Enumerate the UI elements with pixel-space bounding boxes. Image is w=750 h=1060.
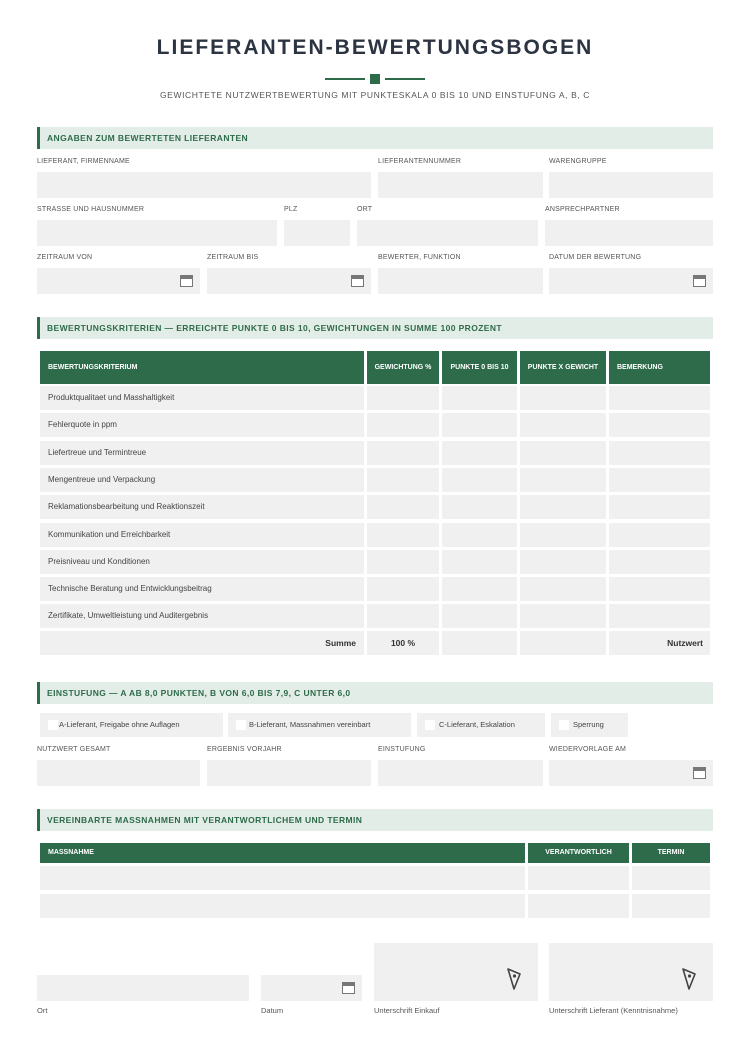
label-plz: PLZ	[284, 206, 298, 213]
option-label: B-Lieferant, Massnahmen vereinbart	[249, 720, 371, 729]
criterion-label: Produktqualitaet und Masshaltigkeit	[40, 386, 364, 410]
warengruppe-field[interactable]	[549, 172, 713, 198]
label-bewerter: BEWERTER, FUNKTION	[378, 254, 461, 261]
label-strasse: STRASSE UND HAUSNUMMER	[37, 206, 145, 213]
checkbox[interactable]	[559, 720, 569, 730]
punkte-gewicht-cell[interactable]	[520, 550, 606, 574]
gewichtung-cell[interactable]	[367, 495, 439, 519]
signature-lieferant-field[interactable]	[549, 943, 713, 1001]
verantwortlich-cell[interactable]	[528, 894, 629, 918]
bemerkung-cell[interactable]	[609, 468, 710, 492]
punkte-gewicht-cell[interactable]	[520, 413, 606, 437]
section-heading-lieferant: ANGABEN ZUM BEWERTETEN LIEFERANTEN	[37, 127, 713, 149]
bemerkung-cell[interactable]	[609, 441, 710, 465]
label-datum-bewertung: DATUM DER BEWERTUNG	[549, 254, 642, 261]
gewichtung-cell[interactable]	[367, 441, 439, 465]
criterion-label: Mengentreue und Verpackung	[40, 468, 364, 492]
ansprechpartner-field[interactable]	[545, 220, 713, 246]
summe-gewichtung: 100 %	[367, 631, 439, 655]
bemerkung-cell[interactable]	[609, 495, 710, 519]
page-title: LIEFERANTEN-BEWERTUNGSBOGEN	[156, 36, 594, 59]
bemerkung-cell[interactable]	[609, 550, 710, 574]
label-ergebnis-vorjahr: ERGEBNIS VORJAHR	[207, 746, 282, 753]
calendar-icon[interactable]	[342, 982, 355, 994]
column-header-termin: TERMIN	[632, 843, 710, 863]
zeitraum-bis-field[interactable]	[207, 268, 371, 294]
option-c-lieferant[interactable]	[417, 713, 545, 737]
checkbox[interactable]	[425, 720, 435, 730]
label-datum-footer: Datum	[261, 1006, 284, 1015]
punkte-cell[interactable]	[442, 550, 517, 574]
punkte-gewicht-cell[interactable]	[520, 577, 606, 601]
ort-signature-field[interactable]	[37, 975, 249, 1001]
column-header-gewichtung: GEWICHTUNG %	[367, 351, 439, 384]
label-ort-footer: Ort	[37, 1006, 48, 1015]
column-header-punkte-gewicht: PUNKTE X GEWICHT	[520, 351, 606, 384]
punkte-cell[interactable]	[442, 386, 517, 410]
section-heading-massnahmen: VEREINBARTE MASSNAHMEN MIT VERANTWORTLICHEM UND TERMIN	[37, 809, 713, 831]
gewichtung-cell[interactable]	[367, 577, 439, 601]
zeitraum-von-field[interactable]	[37, 268, 200, 294]
column-header-punkte: PUNKTE 0 BIS 10	[442, 351, 517, 384]
punkte-cell[interactable]	[442, 468, 517, 492]
label-unterschrift-lieferant: Unterschrift Lieferant (Kenntnisnahme)	[549, 1006, 678, 1015]
punkte-gewicht-cell[interactable]	[520, 604, 606, 628]
einstufung-field[interactable]	[378, 760, 543, 786]
termin-cell[interactable]	[632, 894, 710, 918]
label-lieferant: LIEFERANT, FIRMENNAME	[37, 158, 130, 165]
calendar-icon[interactable]	[180, 275, 193, 287]
label-zeitraum-bis: ZEITRAUM BIS	[207, 254, 259, 261]
label-nutzwert-gesamt: NUTZWERT GESAMT	[37, 746, 111, 753]
title-ornament	[0, 73, 750, 85]
bewerter-field[interactable]	[378, 268, 543, 294]
label-wiedervorlage: WIEDERVORLAGE AM	[549, 746, 626, 753]
label-ort: ORT	[357, 206, 373, 213]
summe-punkte-gewicht-cell[interactable]	[520, 631, 606, 655]
massnahme-cell[interactable]	[40, 866, 525, 890]
nutzwert-gesamt-field[interactable]	[37, 760, 200, 786]
criterion-label: Technische Beratung und Entwicklungsbeitrag	[40, 577, 364, 601]
option-label: Sperrung	[573, 720, 604, 729]
punkte-cell[interactable]	[442, 523, 517, 547]
bemerkung-cell[interactable]	[609, 604, 710, 628]
strasse-field[interactable]	[37, 220, 277, 246]
punkte-gewicht-cell[interactable]	[520, 495, 606, 519]
criterion-label: Liefertreue und Termintreue	[40, 441, 364, 465]
gewichtung-cell[interactable]	[367, 468, 439, 492]
punkte-gewicht-cell[interactable]	[520, 386, 606, 410]
calendar-icon[interactable]	[693, 275, 706, 287]
criterion-label: Kommunikation und Erreichbarkeit	[40, 523, 364, 547]
punkte-gewicht-cell[interactable]	[520, 468, 606, 492]
signature-einkauf-field[interactable]	[374, 943, 538, 1001]
option-sperrung[interactable]	[551, 713, 628, 737]
checkbox[interactable]	[236, 720, 246, 730]
column-header-massnahme: MASSNAHME	[40, 843, 525, 863]
calendar-icon[interactable]	[351, 275, 364, 287]
column-header-kriterium: BEWERTUNGSKRITERIUM	[40, 351, 364, 384]
criterion-label: Zertifikate, Umweltleistung und Auditergebnis	[40, 604, 364, 628]
gewichtung-cell[interactable]	[367, 413, 439, 437]
column-header-bemerkung: BEMERKUNG	[609, 351, 710, 384]
punkte-gewicht-cell[interactable]	[520, 523, 606, 547]
column-header-verantwortlich: VERANTWORTLICH	[528, 843, 629, 863]
gewichtung-cell[interactable]	[367, 604, 439, 628]
punkte-cell[interactable]	[442, 495, 517, 519]
label-zeitraum-von: ZEITRAUM VON	[37, 254, 93, 261]
page-subtitle: GEWICHTETE NUTZWERTBEWERTUNG MIT PUNKTESKALA 0 BIS 10 UND EINSTUFUNG A, B, C	[159, 90, 591, 100]
label-ansprechpartner: ANSPRECHPARTNER	[545, 206, 620, 213]
gewichtung-cell[interactable]	[367, 386, 439, 410]
verantwortlich-cell[interactable]	[528, 866, 629, 890]
summe-punkte-cell[interactable]	[442, 631, 517, 655]
bemerkung-cell[interactable]	[609, 386, 710, 410]
option-label: A-Lieferant, Freigabe ohne Auflagen	[59, 720, 180, 729]
criterion-label: Preisniveau und Konditionen	[40, 550, 364, 574]
lieferant-field[interactable]	[37, 172, 371, 198]
option-label: C-Lieferant, Eskalation	[439, 720, 515, 729]
punkte-cell[interactable]	[442, 604, 517, 628]
summe-label: Summe	[40, 631, 364, 655]
punkte-gewicht-cell[interactable]	[520, 441, 606, 465]
pen-icon	[506, 967, 522, 991]
nutzwert-label: Nutzwert	[609, 631, 710, 655]
massnahme-cell[interactable]	[40, 894, 525, 918]
punkte-cell[interactable]	[442, 441, 517, 465]
termin-cell[interactable]	[632, 866, 710, 890]
label-warengruppe: WARENGRUPPE	[549, 158, 607, 165]
plz-field[interactable]	[284, 220, 350, 246]
datum-signature-field[interactable]	[261, 975, 362, 1001]
label-lieferantennummer: LIEFERANTENNUMMER	[378, 158, 462, 165]
gewichtung-cell[interactable]	[367, 523, 439, 547]
datum-bewertung-field[interactable]	[549, 268, 713, 294]
section-heading-kriterien: BEWERTUNGSKRITERIEN — ERREICHTE PUNKTE 0 BIS 10, GEWICHTUNGEN IN SUMME 100 PROZENT	[37, 317, 713, 339]
label-einstufung: EINSTUFUNG	[378, 746, 426, 753]
criterion-label: Reklamationsbearbeitung und Reaktionszeit	[40, 495, 364, 519]
section-heading-einstufung: EINSTUFUNG — A AB 8,0 PUNKTEN, B VON 6,0 BIS 7,9, C UNTER 6,0	[37, 682, 713, 704]
ort-field[interactable]	[357, 220, 538, 246]
bemerkung-cell[interactable]	[609, 413, 710, 437]
bemerkung-cell[interactable]	[609, 577, 710, 601]
punkte-cell[interactable]	[442, 577, 517, 601]
lieferantennummer-field[interactable]	[378, 172, 543, 198]
calendar-icon[interactable]	[693, 767, 706, 779]
wiedervorlage-field[interactable]	[549, 760, 713, 786]
punkte-cell[interactable]	[442, 413, 517, 437]
ergebnis-vorjahr-field[interactable]	[207, 760, 371, 786]
option-a-lieferant[interactable]	[40, 713, 223, 737]
option-b-lieferant[interactable]	[228, 713, 411, 737]
gewichtung-cell[interactable]	[367, 550, 439, 574]
checkbox[interactable]	[48, 720, 58, 730]
criterion-label: Fehlerquote in ppm	[40, 413, 364, 437]
label-unterschrift-einkauf: Unterschrift Einkauf	[374, 1006, 440, 1015]
pen-icon	[681, 967, 697, 991]
bemerkung-cell[interactable]	[609, 523, 710, 547]
